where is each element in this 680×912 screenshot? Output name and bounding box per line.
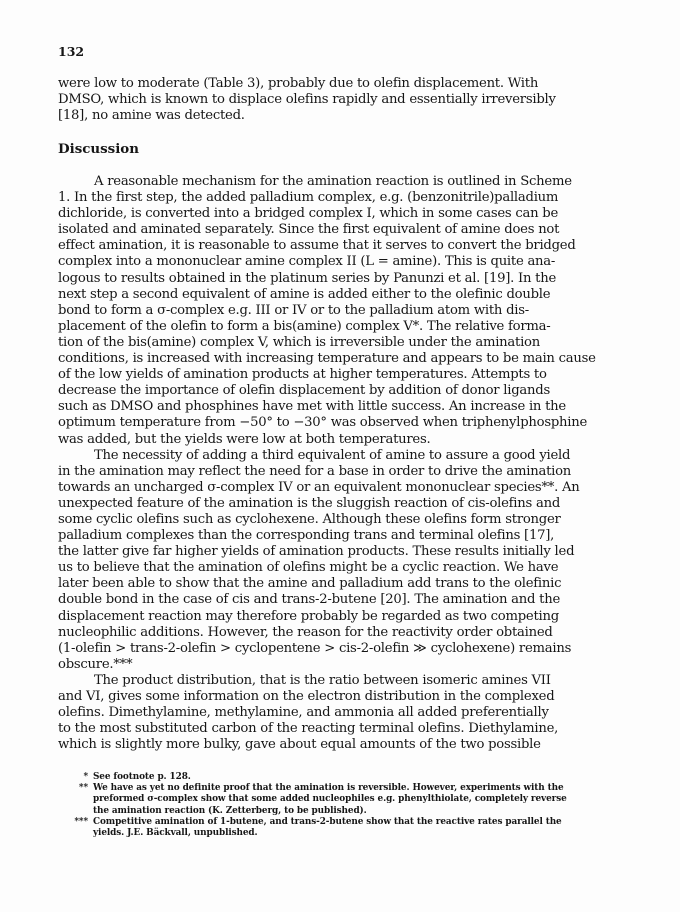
- intro-paragraph: [58, 76, 610, 124]
- footnote-marker: **: [78, 783, 88, 794]
- text-line: some cyclic olefins such as cyclohexene. Although these olefins form stronger: [58, 511, 561, 527]
- footnote-text: See footnote p. 128.: [93, 772, 191, 782]
- text-line: towards an uncharged σ-complex IV or an equivalent mononuclear species**. An: [58, 479, 580, 495]
- text-line: and VI, gives some information on the electron distribution in the complexed: [58, 689, 555, 704]
- text-line: unexpected feature of the amination is the sluggish reaction of cis-olefins and: [58, 495, 561, 511]
- text-line: nucleophilic additions. However, the reason for the reactivity order obtained: [58, 624, 553, 640]
- text-line: double bond in the case of cis and trans-2-butene [20]. The amination and the: [58, 592, 561, 608]
- text-line: (1-olefin > trans-2-olefin > cyclopentene > cis-2-olefin ≫ cyclohexene) remains: [58, 640, 572, 656]
- footnote-continuation: preformed σ-complex show that some added nucleophiles e.g. phenylthiolate, completely reverse: [93, 794, 567, 805]
- text-line: next step a second equivalent of amine is added either to the olefinic double: [58, 286, 551, 302]
- text-line: us to believe that the amination of olefins might be a cyclic reaction. We have: [58, 560, 559, 576]
- footnote-text: Competitive amination of 1-butene, and trans-2-butene show that the reactive rates parallel the: [93, 816, 562, 827]
- footnote-text: We have as yet no definite proof that the amination is reversible. However, experiments with the: [93, 783, 564, 794]
- text-line: was added, but the yields were low at both temperatures.: [58, 431, 431, 447]
- text-line: The product distribution, that is the ratio between isomeric amines VII: [94, 672, 551, 688]
- footnote-continuation: yields. J.E. Bäckvall, unpublished.: [93, 828, 258, 839]
- text-line: obscure.***: [58, 656, 133, 672]
- text-line: dichloride, is converted into a bridged complex I, which in some cases can be: [58, 206, 559, 222]
- footnote: [58, 783, 610, 794]
- footnote-marker: *: [83, 772, 88, 782]
- text-line: isolated and aminated separately. Since the first equivalent of amine does not: [58, 222, 560, 238]
- text-line: the latter give far higher yields of amination products. These results initially led: [58, 544, 575, 560]
- text-line: placement of the olefin to form a bis(amine) complex V*. The relative forma-: [58, 318, 551, 334]
- text-line: bond to form a σ-complex e.g. III or IV or to the palladium atom with dis-: [58, 302, 529, 318]
- footnote: [58, 817, 610, 828]
- text-line: conditions, is increased with increasing temperature and appears to be main cause: [58, 351, 596, 367]
- text-line: to the most substituted carbon of the reacting terminal olefins. Diethylamine,: [58, 721, 559, 737]
- text-line: effect amination, it is reasonable to assume that it serves to convert the bridged: [58, 238, 576, 254]
- footnote: [58, 772, 610, 783]
- text-line: complex into a mononuclear amine complex II (L = amine). This is quite ana-: [58, 254, 556, 270]
- text-line: 1. In the first step, the added palladium complex, e.g. (benzonitrile)palladium: [58, 190, 559, 206]
- text-line: displacement reaction may therefore probably be regarded as two competing: [58, 608, 559, 624]
- text-line: A reasonable mechanism for the amination reaction is outlined in Scheme: [94, 174, 572, 189]
- text-line: of the low yields of amination products at higher temperatures. Attempts to: [58, 367, 547, 383]
- footnotes: [58, 772, 610, 839]
- discussion-body: [58, 174, 610, 753]
- page-number: 132: [58, 44, 85, 59]
- text-line: optimum temperature from −50° to −30° was observed when triphenylphosphine: [58, 415, 588, 431]
- text-line: logous to results obtained in the platinum series by Panunzi et al. [19]. In the: [58, 270, 557, 286]
- text-line: which is slightly more bulky, gave about equal amounts of the two possible: [58, 737, 541, 753]
- text-line: DMSO, which is known to displace olefins rapidly and essentially irreversibly: [58, 92, 556, 108]
- text-line: later been able to show that the amine and palladium add trans to the olefinic: [58, 576, 562, 592]
- text-line: The necessity of adding a third equivalent of amine to assure a good yield: [94, 447, 571, 463]
- text-line: palladium complexes than the corresponding trans and terminal olefins [17],: [58, 528, 555, 544]
- text-line: [18], no amine was detected.: [58, 108, 245, 124]
- footnote-continuation: the amination reaction (K. Zetterberg, to be published).: [93, 805, 367, 816]
- text-line: such as DMSO and phosphines have met with little success. An increase in the: [58, 399, 566, 415]
- footnote-marker: ***: [74, 816, 88, 827]
- text-line: were low to moderate (Table 3), probably due to olefin displacement. With: [58, 76, 539, 91]
- text-line: olefins. Dimethylamine, methylamine, and ammonia all added preferentially: [58, 705, 549, 721]
- section-heading: Discussion: [58, 141, 139, 157]
- text-line: in the amination may reflect the need for a base in order to drive the amination: [58, 463, 572, 479]
- text-line: tion of the bis(amine) complex V, which is irreversible under the amination: [58, 334, 540, 350]
- text-line: decrease the importance of olefin displacement by addition of donor ligands: [58, 383, 550, 399]
